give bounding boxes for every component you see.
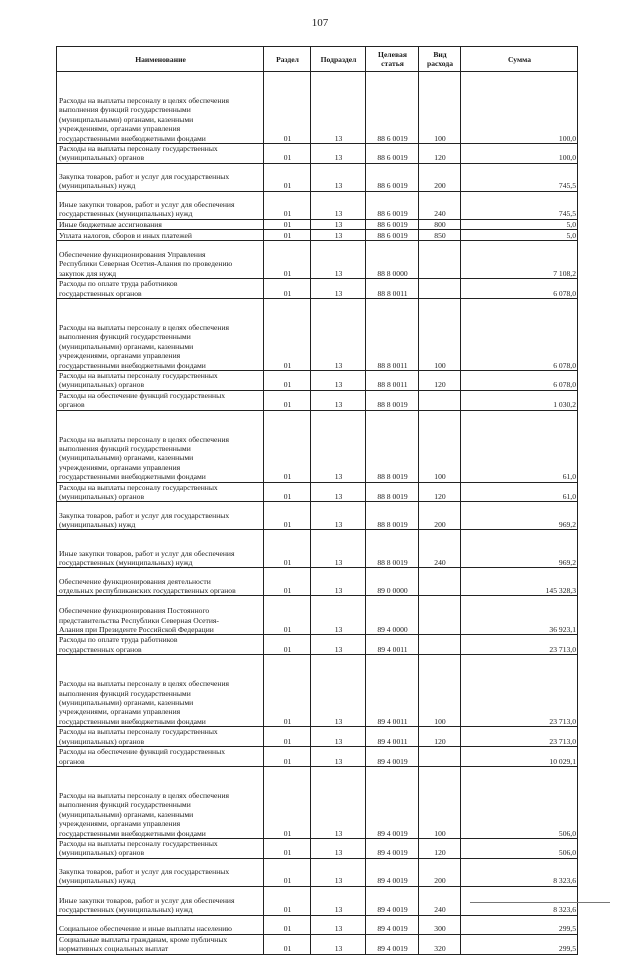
row-name: Закупка товаров, работ и услуг для государственных (муниципальных) нужд bbox=[57, 502, 264, 530]
row-subsection: 13 bbox=[311, 655, 366, 727]
row-section: 01 bbox=[264, 299, 311, 371]
table-row bbox=[57, 299, 578, 371]
row-expense-type: 200 bbox=[419, 858, 461, 886]
row-name: Закупка товаров, работ и услуг для государственных (муниципальных) нужд bbox=[57, 163, 264, 191]
header-subsection: Подраздел bbox=[311, 47, 366, 72]
row-expense-type: 100 bbox=[419, 766, 461, 838]
row-expense-type bbox=[419, 596, 461, 635]
row-section: 01 bbox=[264, 915, 311, 934]
row-target-article: 88 8 0019 bbox=[366, 410, 419, 482]
row-name: Обеспечение функционирования Управления Республики Северная Осетия-Алания по проведению закупок для нужд bbox=[57, 241, 264, 279]
row-expense-type: 100 bbox=[419, 72, 461, 144]
row-name: Иные бюджетные ассигнования bbox=[57, 219, 264, 229]
row-expense-type: 120 bbox=[419, 371, 461, 391]
row-subsection: 13 bbox=[311, 163, 366, 191]
row-name: Социальное обеспечение и иные выплаты населению bbox=[57, 915, 264, 934]
row-sum: 100,0 bbox=[461, 144, 578, 164]
row-target-article: 89 4 0019 bbox=[366, 766, 419, 838]
row-name: Расходы по оплате труда работников государственных органов bbox=[57, 635, 264, 655]
row-expense-type: 240 bbox=[419, 530, 461, 568]
row-name: Расходы на выплаты персоналу государственных (муниципальных) органов bbox=[57, 482, 264, 502]
row-expense-type: 120 bbox=[419, 838, 461, 858]
header-name: Наименование bbox=[57, 47, 264, 72]
row-name: Обеспечение функционирования деятельности отдельных республиканских государственных органов bbox=[57, 568, 264, 596]
row-subsection: 13 bbox=[311, 390, 366, 410]
row-target-article: 89 4 0011 bbox=[366, 635, 419, 655]
row-sum: 61,0 bbox=[461, 482, 578, 502]
table-row bbox=[57, 727, 578, 747]
row-target-article: 89 0 0000 bbox=[366, 568, 419, 596]
row-section: 01 bbox=[264, 482, 311, 502]
row-section: 01 bbox=[264, 766, 311, 838]
table-row bbox=[57, 72, 578, 144]
row-name: Расходы по оплате труда работников государственных органов bbox=[57, 279, 264, 299]
row-subsection: 13 bbox=[311, 727, 366, 747]
header-sum: Сумма bbox=[461, 47, 578, 72]
table-row bbox=[57, 568, 578, 596]
row-expense-type bbox=[419, 635, 461, 655]
table-row bbox=[57, 163, 578, 191]
row-expense-type bbox=[419, 747, 461, 767]
row-target-article: 88 6 0019 bbox=[366, 191, 419, 219]
row-section: 01 bbox=[264, 230, 311, 241]
row-subsection: 13 bbox=[311, 410, 366, 482]
row-subsection: 13 bbox=[311, 596, 366, 635]
row-sum: 745,5 bbox=[461, 163, 578, 191]
row-sum: 100,0 bbox=[461, 72, 578, 144]
row-subsection: 13 bbox=[311, 766, 366, 838]
row-subsection: 13 bbox=[311, 219, 366, 229]
row-target-article: 89 4 0019 bbox=[366, 747, 419, 767]
row-section: 01 bbox=[264, 502, 311, 530]
row-target-article: 88 6 0019 bbox=[366, 163, 419, 191]
row-expense-type: 100 bbox=[419, 655, 461, 727]
table-row bbox=[57, 219, 578, 229]
row-name: Уплата налогов, сборов и иных платежей bbox=[57, 230, 264, 241]
table-row bbox=[57, 279, 578, 299]
table-row bbox=[57, 482, 578, 502]
header-section: Раздел bbox=[264, 47, 311, 72]
row-name: Расходы на выплаты персоналу государственных (муниципальных) органов bbox=[57, 371, 264, 391]
row-section: 01 bbox=[264, 530, 311, 568]
table-row bbox=[57, 230, 578, 241]
row-target-article: 89 4 0019 bbox=[366, 858, 419, 886]
row-section: 01 bbox=[264, 838, 311, 858]
row-section: 01 bbox=[264, 144, 311, 164]
row-section: 01 bbox=[264, 934, 311, 954]
row-name: Иные закупки товаров, работ и услуг для обеспечения государственных (муниципальных) нужд bbox=[57, 191, 264, 219]
row-subsection: 13 bbox=[311, 915, 366, 934]
row-section: 01 bbox=[264, 858, 311, 886]
table-row bbox=[57, 410, 578, 482]
row-section: 01 bbox=[264, 219, 311, 229]
row-section: 01 bbox=[264, 72, 311, 144]
row-target-article: 88 6 0019 bbox=[366, 72, 419, 144]
row-name: Обеспечение функционирования Постоянного представительства Республики Северная Осетия- Алания при Президенте Российской Федерации bbox=[57, 596, 264, 635]
row-subsection: 13 bbox=[311, 747, 366, 767]
row-target-article: 88 8 0019 bbox=[366, 390, 419, 410]
row-target-article: 88 6 0019 bbox=[366, 219, 419, 229]
header-target-article: Целевая статья bbox=[366, 47, 419, 72]
footer-rule bbox=[470, 902, 610, 903]
row-subsection: 13 bbox=[311, 858, 366, 886]
row-target-article: 88 8 0011 bbox=[366, 299, 419, 371]
table-row bbox=[57, 766, 578, 838]
row-target-article: 89 4 0000 bbox=[366, 596, 419, 635]
row-section: 01 bbox=[264, 596, 311, 635]
row-expense-type: 850 bbox=[419, 230, 461, 241]
budget-table bbox=[56, 46, 578, 955]
row-sum: 1 030,2 bbox=[461, 390, 578, 410]
row-expense-type: 200 bbox=[419, 163, 461, 191]
row-target-article: 88 8 0011 bbox=[366, 279, 419, 299]
row-name: Иные закупки товаров, работ и услуг для обеспечения государственных (муниципальных) нужд bbox=[57, 530, 264, 568]
row-sum: 5,0 bbox=[461, 230, 578, 241]
row-subsection: 13 bbox=[311, 502, 366, 530]
row-sum: 745,5 bbox=[461, 191, 578, 219]
table-row bbox=[57, 191, 578, 219]
row-expense-type: 100 bbox=[419, 410, 461, 482]
row-subsection: 13 bbox=[311, 635, 366, 655]
row-subsection: 13 bbox=[311, 191, 366, 219]
row-expense-type bbox=[419, 279, 461, 299]
row-expense-type bbox=[419, 241, 461, 279]
row-expense-type: 240 bbox=[419, 191, 461, 219]
row-sum: 506,0 bbox=[461, 766, 578, 838]
row-sum: 23 713,0 bbox=[461, 635, 578, 655]
row-name: Расходы на выплаты персоналу в целях обеспечения выполнения функций государственными (муниципальными) органами, казенными учреждениями, органами управления государственными внебюджетными фондами bbox=[57, 72, 264, 144]
row-expense-type: 120 bbox=[419, 727, 461, 747]
row-sum: 6 078,0 bbox=[461, 279, 578, 299]
row-sum: 7 108,2 bbox=[461, 241, 578, 279]
row-subsection: 13 bbox=[311, 934, 366, 954]
row-expense-type: 240 bbox=[419, 886, 461, 915]
row-section: 01 bbox=[264, 655, 311, 727]
row-expense-type: 300 bbox=[419, 915, 461, 934]
row-subsection: 13 bbox=[311, 72, 366, 144]
row-sum: 10 029,1 bbox=[461, 747, 578, 767]
row-expense-type: 120 bbox=[419, 144, 461, 164]
page-number: 107 bbox=[311, 17, 329, 29]
row-expense-type bbox=[419, 568, 461, 596]
row-section: 01 bbox=[264, 371, 311, 391]
row-target-article: 89 4 0019 bbox=[366, 934, 419, 954]
row-name: Закупка товаров, работ и услуг для государственных (муниципальных) нужд bbox=[57, 858, 264, 886]
row-sum: 969,2 bbox=[461, 502, 578, 530]
row-name: Расходы на обеспечение функций государственных органов bbox=[57, 747, 264, 767]
row-name: Иные закупки товаров, работ и услуг для обеспечения государственных (муниципальных) нужд bbox=[57, 886, 264, 915]
row-subsection: 13 bbox=[311, 530, 366, 568]
row-subsection: 13 bbox=[311, 230, 366, 241]
table-row bbox=[57, 144, 578, 164]
row-section: 01 bbox=[264, 163, 311, 191]
row-target-article: 88 8 0011 bbox=[366, 371, 419, 391]
row-sum: 506,0 bbox=[461, 838, 578, 858]
table-row bbox=[57, 371, 578, 391]
row-subsection: 13 bbox=[311, 144, 366, 164]
row-expense-type: 100 bbox=[419, 299, 461, 371]
row-sum: 5,0 bbox=[461, 219, 578, 229]
row-target-article: 88 8 0019 bbox=[366, 502, 419, 530]
row-sum: 969,2 bbox=[461, 530, 578, 568]
row-section: 01 bbox=[264, 279, 311, 299]
row-sum: 8 323,6 bbox=[461, 886, 578, 915]
row-subsection: 13 bbox=[311, 838, 366, 858]
row-target-article: 88 6 0019 bbox=[366, 230, 419, 241]
row-section: 01 bbox=[264, 390, 311, 410]
row-expense-type: 200 bbox=[419, 502, 461, 530]
row-subsection: 13 bbox=[311, 299, 366, 371]
row-expense-type bbox=[419, 390, 461, 410]
row-name: Расходы на выплаты персоналу в целях обеспечения выполнения функций государственными (муниципальными) органами, казенными учреждениями, органами управления государственными внебюджетными фондами bbox=[57, 299, 264, 371]
row-sum: 299,5 bbox=[461, 934, 578, 954]
table-row bbox=[57, 596, 578, 635]
row-target-article: 88 8 0019 bbox=[366, 530, 419, 568]
table-row bbox=[57, 915, 578, 934]
row-expense-type: 120 bbox=[419, 482, 461, 502]
row-section: 01 bbox=[264, 886, 311, 915]
row-section: 01 bbox=[264, 410, 311, 482]
row-name: Расходы на выплаты персоналу в целях обеспечения выполнения функций государственными (муниципальными) органами, казенными учреждениями, органами управления государственными внебюджетными фондами bbox=[57, 655, 264, 727]
row-subsection: 13 bbox=[311, 279, 366, 299]
row-target-article: 89 4 0019 bbox=[366, 915, 419, 934]
row-subsection: 13 bbox=[311, 482, 366, 502]
row-target-article: 89 4 0011 bbox=[366, 727, 419, 747]
row-sum: 36 923,1 bbox=[461, 596, 578, 635]
row-section: 01 bbox=[264, 241, 311, 279]
table-row bbox=[57, 502, 578, 530]
row-section: 01 bbox=[264, 635, 311, 655]
row-expense-type: 320 bbox=[419, 934, 461, 954]
row-name: Расходы на выплаты персоналу государственных (муниципальных) органов bbox=[57, 838, 264, 858]
table-row bbox=[57, 635, 578, 655]
row-section: 01 bbox=[264, 191, 311, 219]
row-target-article: 88 8 0000 bbox=[366, 241, 419, 279]
table-header-row bbox=[57, 47, 578, 72]
row-sum: 8 323,6 bbox=[461, 858, 578, 886]
row-subsection: 13 bbox=[311, 568, 366, 596]
row-section: 01 bbox=[264, 727, 311, 747]
header-expense-type: Вид расхода bbox=[419, 47, 461, 72]
row-sum: 6 078,0 bbox=[461, 299, 578, 371]
table-row bbox=[57, 886, 578, 915]
table-body bbox=[57, 72, 578, 955]
row-name: Расходы на выплаты персоналу государственных (муниципальных) органов bbox=[57, 727, 264, 747]
row-expense-type: 800 bbox=[419, 219, 461, 229]
table-row bbox=[57, 858, 578, 886]
row-name: Расходы на выплаты персоналу в целях обеспечения выполнения функций государственными (муниципальными) органами, казенными учреждениями, органами управления государственными внебюджетными фондами bbox=[57, 410, 264, 482]
row-section: 01 bbox=[264, 568, 311, 596]
row-sum: 299,5 bbox=[461, 915, 578, 934]
row-sum: 23 713,0 bbox=[461, 655, 578, 727]
row-sum: 61,0 bbox=[461, 410, 578, 482]
row-name: Расходы на выплаты персоналу государственных (муниципальных) органов bbox=[57, 144, 264, 164]
row-target-article: 89 4 0019 bbox=[366, 886, 419, 915]
row-subsection: 13 bbox=[311, 371, 366, 391]
table-row bbox=[57, 747, 578, 767]
row-sum: 6 078,0 bbox=[461, 371, 578, 391]
row-name: Расходы на выплаты персоналу в целях обеспечения выполнения функций государственными (муниципальными) органами, казенными учреждениями, органами управления государственными внебюджетными фондами bbox=[57, 766, 264, 838]
row-target-article: 89 4 0019 bbox=[366, 838, 419, 858]
table-row bbox=[57, 530, 578, 568]
row-target-article: 89 4 0011 bbox=[366, 655, 419, 727]
table-row bbox=[57, 934, 578, 954]
row-subsection: 13 bbox=[311, 241, 366, 279]
row-subsection: 13 bbox=[311, 886, 366, 915]
row-sum: 23 713,0 bbox=[461, 727, 578, 747]
row-target-article: 88 8 0019 bbox=[366, 482, 419, 502]
table-row bbox=[57, 655, 578, 727]
table-row bbox=[57, 390, 578, 410]
table-row bbox=[57, 241, 578, 279]
row-target-article: 88 6 0019 bbox=[366, 144, 419, 164]
table-row bbox=[57, 838, 578, 858]
row-sum: 145 328,3 bbox=[461, 568, 578, 596]
row-section: 01 bbox=[264, 747, 311, 767]
row-name: Социальные выплаты гражданам, кроме публичных нормативных социальных выплат bbox=[57, 934, 264, 954]
row-name: Расходы на обеспечение функций государственных органов bbox=[57, 390, 264, 410]
